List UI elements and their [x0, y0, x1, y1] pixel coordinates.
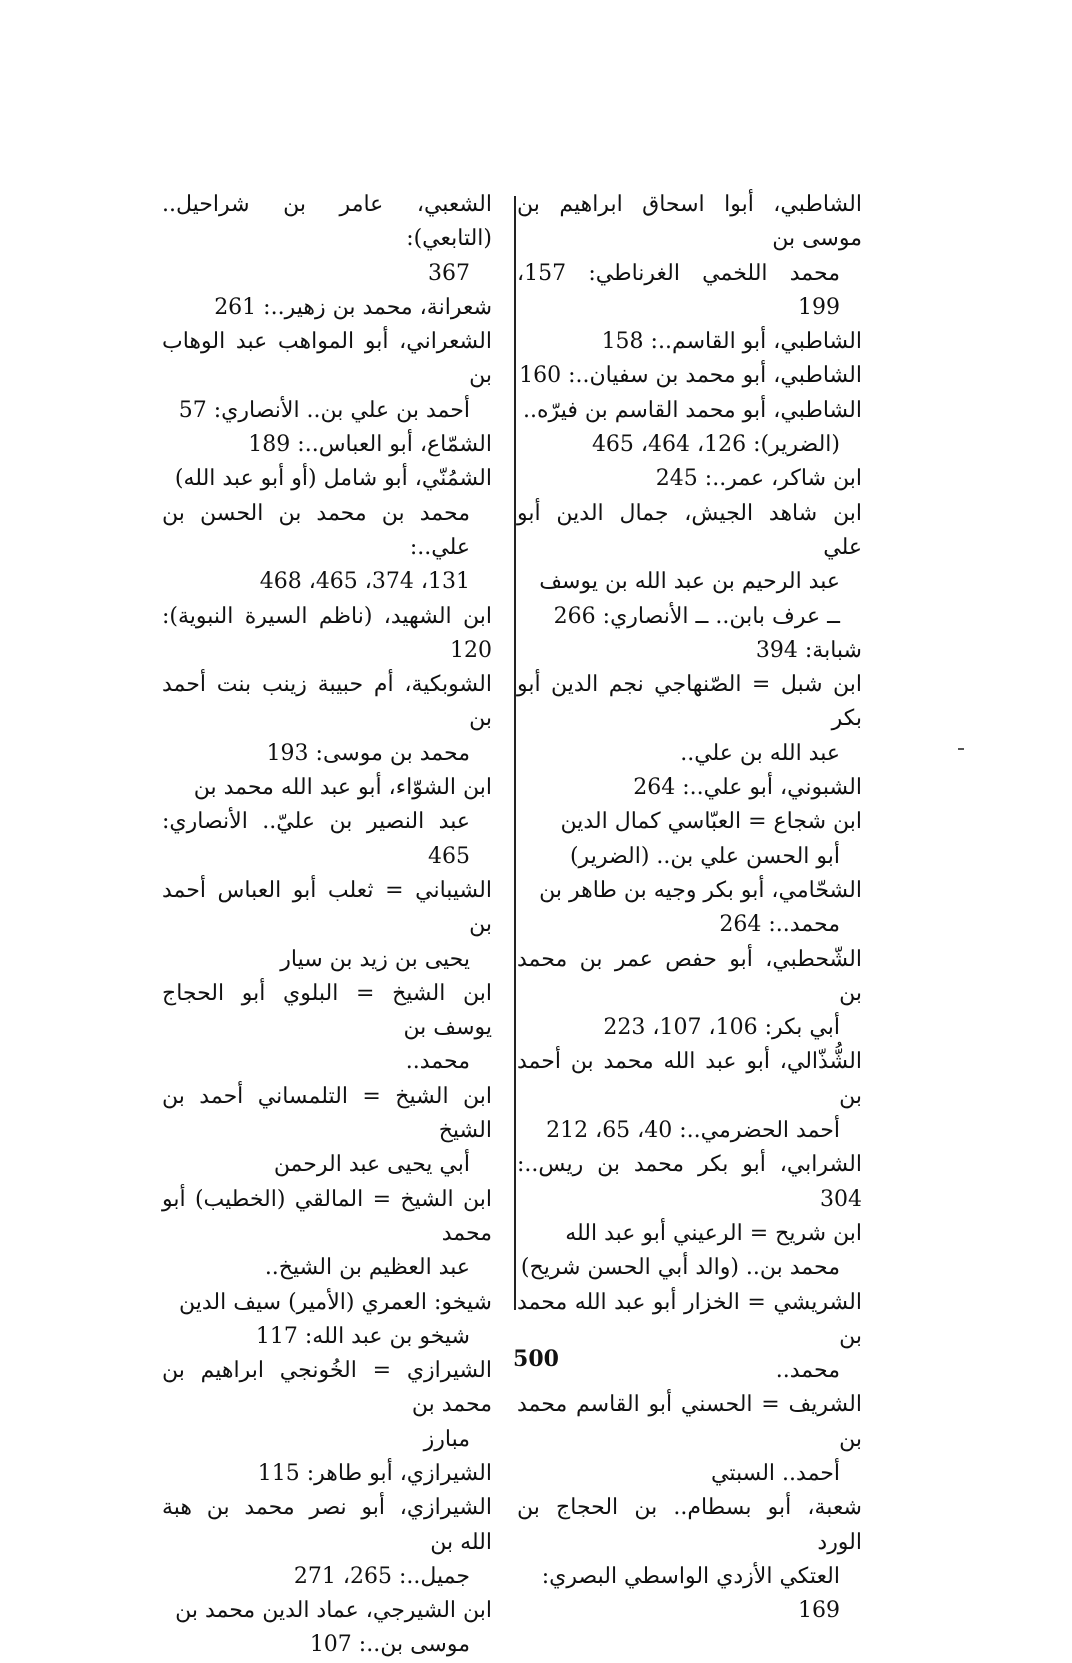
- index-entry: [517, 805, 862, 874]
- index-entry: [162, 600, 492, 669]
- entry-continuation: أحمد الحضرمي..: 40، 65، 212: [546, 1118, 840, 1144]
- entry-heading: ابن شاهد الجيش، جمال الدين أبو علي: [517, 500, 862, 560]
- left-column: [162, 188, 492, 1663]
- index-entry: [517, 1045, 862, 1148]
- entry-heading: الشوبكية، أم حبيبة زينب بنت أحمد بن: [162, 672, 492, 732]
- index-entry: [162, 1457, 492, 1491]
- entry-heading: الشيرازي، أبو طاهر: 115: [257, 1460, 492, 1486]
- entry-heading: ابن شبل = الصّنهاجي نجم الدين أبو بكر: [517, 672, 862, 732]
- entry-heading: شعبة، أبو بسطام.. بن الحجاج بن الورد: [517, 1495, 862, 1555]
- index-entry: [517, 497, 862, 634]
- entry-heading: ابن الشهيد، (ناظم السيرة النبوية): 120: [162, 603, 492, 663]
- entry-heading: الشعراني، أبو المواهب عبد الوهاب بن: [162, 329, 492, 389]
- column-divider: [514, 196, 516, 1310]
- index-entry: [162, 977, 492, 1080]
- entry-heading: شبابة: 394: [755, 637, 862, 663]
- index-entry: [517, 188, 862, 325]
- index-entry: [517, 394, 862, 463]
- entry-heading: الشمُنّي، أبو شامل (أو أبو عبد الله): [174, 466, 492, 492]
- entry-heading: ابن شاكر، عمر..: 245: [655, 466, 862, 492]
- entry-heading: الشمّاع، أبو العباس..: 189: [248, 432, 492, 458]
- entry-continuation: محمد بن محمد بن الحسن بن علي..:: [162, 500, 470, 560]
- entry-heading: شعرانة، محمد بن زهير..: 261: [214, 294, 492, 320]
- entry-continuation: أبي بكر: 106، 107، 223: [603, 1015, 840, 1041]
- entry-heading: الشيباني = ثعلب أبو العباس أحمد بن: [162, 877, 492, 938]
- index-entry: [517, 943, 862, 1046]
- entry-continuation: أبي يحيى عبد الرحمن: [273, 1152, 470, 1178]
- entry-continuation: محمد..: [775, 1358, 840, 1384]
- entry-continuation: ــ عرف بابن.. ــ الأنصاري: 266: [553, 603, 840, 629]
- entry-continuation: عبد النصير بن عليّ.. الأنصاري: 465: [162, 809, 470, 869]
- index-entry: [162, 291, 492, 325]
- entry-heading: الشيرازي، أبو نصر محمد بن هبة الله بن: [162, 1495, 492, 1555]
- entry-heading: ابن الشيخ = المالقي (الخطيب) أبو محمد: [162, 1186, 492, 1246]
- entry-continuation: يحيى بن زيد بن سيار: [280, 946, 470, 972]
- index-entry: [162, 462, 492, 599]
- entry-heading: الشاطبي، أبو محمد القاسم بن فيرّه..: [523, 397, 862, 423]
- index-entry: [517, 1217, 862, 1286]
- index-entry: [517, 325, 862, 359]
- entry-heading: شيخو: العمري (الأمير) سيف الدين: [179, 1289, 492, 1315]
- entry-continuation: محمد..: [405, 1049, 470, 1075]
- entry-heading: ابن الشيخ = البلوي أبو الحجاج يوسف بن: [162, 980, 492, 1041]
- entry-heading: الشاطبي، أبوا اسحاق ابراهيم بن موسى بن: [517, 192, 862, 252]
- scan-speck: [958, 748, 964, 750]
- entry-continuation: العتكي الأزدي الواسطي البصري:: [541, 1563, 840, 1589]
- right-column: [517, 188, 862, 1628]
- entry-heading: ابن الشيخ = التلمساني أحمد بن الشيخ: [162, 1083, 492, 1144]
- entry-continuation: محمد بن موسى: 193: [266, 740, 470, 766]
- index-entry: [162, 771, 492, 874]
- entry-continuation: عبد العظيم بن الشيخ..: [264, 1255, 470, 1281]
- entry-continuation: محمد اللخمي الغرناطي: 157، 199: [517, 260, 840, 320]
- entry-heading: الشرابي، أبو بكر محمد بن ريس..: 304: [517, 1152, 862, 1212]
- entry-heading: الشّحطبي، أبو حفص عمر بن محمد بن: [517, 946, 862, 1006]
- page-number: 500: [513, 1346, 559, 1372]
- entry-heading: ابن الشيرجي، عماد الدين محمد بن: [175, 1598, 492, 1624]
- entry-continuation: (الضرير): 126، 464، 465: [591, 432, 840, 458]
- entry-continuation: أحمد.. السبتي: [710, 1460, 840, 1486]
- entry-continuation: 131، 374، 465، 468: [259, 569, 470, 595]
- entry-continuation: جميل..: 265، 271: [293, 1563, 470, 1589]
- entry-continuation: محمد بن.. (والد أبي الحسن شريح): [520, 1255, 840, 1281]
- entry-continuation: 367: [428, 260, 470, 286]
- index-entry: [517, 462, 862, 496]
- index-entry: [517, 668, 862, 771]
- index-entry: [517, 1388, 862, 1491]
- index-entry: [162, 668, 492, 771]
- entry-heading: الشاطبي، أبو القاسم..: 158: [601, 329, 862, 355]
- entry-heading: ابن شريح = الرعيني أبو عبد الله: [565, 1220, 862, 1246]
- entry-continuation: موسى بن..: 107: [309, 1632, 470, 1658]
- index-entry: [517, 874, 862, 943]
- index-entry: [162, 1594, 492, 1663]
- index-entry: [162, 428, 492, 462]
- entry-heading: الشبوني، أبو علي..: 264: [633, 775, 862, 801]
- entry-heading: الشيرازي = الخُونجي ابراهيم بن محمد بن: [162, 1358, 492, 1418]
- index-entry: [517, 359, 862, 393]
- index-entry: [162, 325, 492, 428]
- entry-heading: ابن شجاع = العبّاسي كمال الدين: [560, 809, 862, 835]
- entry-continuation: عبد الرحيم بن عبد الله بن يوسف: [539, 569, 840, 595]
- entry-heading: الشحّامي، أبو بكر وجيه بن طاهر بن: [539, 877, 862, 903]
- entry-continuation: محمد..: 264: [719, 912, 840, 938]
- entry-heading: الشاطبي، أبو محمد بن سفيان..: 160: [519, 363, 862, 389]
- index-entry: [162, 1080, 492, 1183]
- index-entry: [517, 634, 862, 668]
- index-entry: [517, 1148, 862, 1217]
- entry-continuation: 169: [798, 1598, 840, 1624]
- entry-continuation: مبارز: [423, 1426, 470, 1452]
- entry-heading: الشُّذّالي، أبو عبد الله محمد بن أحمد بن: [517, 1049, 862, 1109]
- entry-continuation: أحمد بن علي بن.. الأنصاري: 57: [178, 397, 470, 423]
- index-entry: [162, 874, 492, 977]
- entry-heading: الشريشي = الخزار أبو عبد الله محمد بن: [517, 1289, 862, 1349]
- index-entry: [162, 1183, 492, 1286]
- index-entry: [162, 1286, 492, 1355]
- index-entry: [162, 188, 492, 291]
- entry-continuation: أبو الحسن علي بن.. (الضرير): [569, 843, 840, 869]
- entry-heading: الشريف = الحسني أبو القاسم محمد بن: [517, 1392, 862, 1452]
- index-entry: [517, 771, 862, 805]
- entry-continuation: عبد الله بن علي..: [680, 740, 840, 766]
- entry-continuation: شيخو بن عبد الله: 117: [255, 1323, 470, 1349]
- entry-heading: الشعبي، عامر بن شراحيل.. (التابعي):: [162, 192, 492, 252]
- entry-heading: ابن الشوّاء، أبو عبد الله محمد بن: [193, 775, 492, 801]
- index-entry: [517, 1286, 862, 1389]
- index-entry: [162, 1491, 492, 1594]
